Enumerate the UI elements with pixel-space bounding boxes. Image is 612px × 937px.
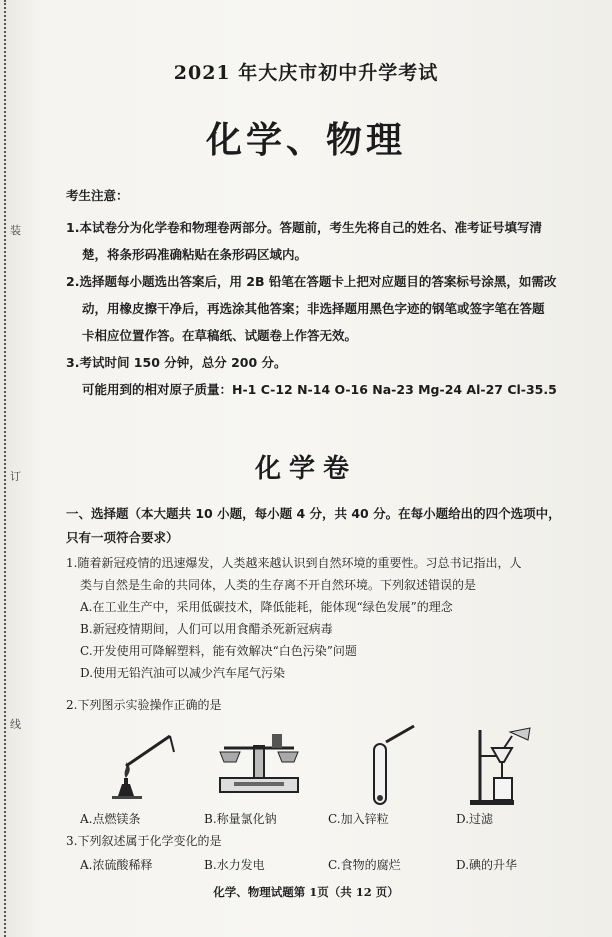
notice-item-3: 3.考试时间 150 分钟，总分 200 分。: [66, 355, 287, 370]
atomic-masses: 可能用到的相对原子质量：H-1 C-12 N-14 O-16 Na-23 Mg-24 Al-27 Cl-35.5: [82, 382, 557, 397]
figure-filtration: [466, 722, 546, 810]
q2-stem: 2.下列图示实验操作正确的是: [66, 698, 222, 712]
notice-item-1-line-1: 1.本试卷分为化学卷和物理卷两部分。答题前，考生先将自己的姓名、准考证号填写清: [66, 220, 542, 235]
notice-item-2-line-1: 2.选择题每小题选出答案后，用 2B 铅笔在答题卡上把对应题目的答案标号涂黑，如需改: [66, 274, 557, 289]
q2-option-a: A.点燃镁条: [80, 812, 141, 826]
figure-ignite-magnesium: [102, 722, 182, 810]
q2-option-b: B.称量氯化钠: [204, 812, 277, 826]
q1-stem-line-2: 类与自然是生命的共同体，人类的生存离不开自然环境。下列叙述错误的是: [80, 578, 477, 592]
margin-mark-zhuang: 装: [10, 224, 21, 237]
figure-add-zinc: [356, 722, 426, 810]
question-2: [66, 694, 598, 716]
q2-option-c: C.加入锌粒: [328, 812, 389, 826]
q1-option-d: D.使用无铅汽油可以减少汽车尾气污染: [80, 666, 286, 680]
q3-option-c: C.食物的腐烂: [328, 858, 401, 872]
q1-stem-line-1: 1.随着新冠疫情的迅速爆发，人类越来越认识到自然环境的重要性。习总书记指出，人: [66, 556, 522, 570]
page-footer: 化学、物理试题第 1页（共 12 页）: [213, 885, 399, 899]
question-1: [66, 552, 598, 684]
part-1-line-2: 只有一项符合要求）: [66, 530, 179, 545]
figure-weigh-nacl: [214, 722, 304, 810]
section-title: 化学卷: [254, 454, 357, 484]
q2-options: [66, 810, 598, 830]
part-1-line-1: 一、选择题（本大题共 10 小题，每小题 4 分，共 40 分。在每小题给出的四个选项中，: [66, 506, 561, 521]
notice-item-2-line-2: 动，用橡皮擦干净后，再选涂其他答案；非选择题用黑色字迹的钢笔或签字笔在答题: [82, 301, 545, 316]
q3-option-a: A.浓硫酸稀释: [80, 858, 153, 872]
part-1-instructions: [66, 502, 598, 550]
q2-figures: [66, 722, 598, 810]
question-3: [66, 830, 598, 852]
notice-item-1-line-2: 楚，将条形码准确粘贴在条形码区域内。: [82, 247, 308, 262]
q2-option-d: D.过滤: [456, 812, 494, 826]
q1-option-b: B.新冠疫情期间，人们可以用食醋杀死新冠病毒: [80, 622, 333, 636]
subject-title: 化学、物理: [205, 120, 406, 161]
candidate-notice: [66, 186, 594, 403]
q3-options: [66, 856, 598, 876]
exam-title: 2021 年大庆市初中升学考试: [173, 62, 439, 84]
q1-option-c: C.开发使用可降解塑料，能有效解决“白色污染”问题: [80, 644, 357, 658]
notice-heading: 考生注意：: [66, 188, 129, 203]
q3-stem: 3.下列叙述属于化学变化的是: [66, 834, 222, 848]
margin-mark-ding: 订: [10, 470, 21, 483]
q3-option-b: B.水力发电: [204, 858, 265, 872]
q3-option-d: D.碘的升华: [456, 858, 518, 872]
q1-option-a: A.在工业生产中，采用低碳技术，降低能耗，能体现“绿色发展”的理念: [80, 600, 453, 614]
notice-item-2-line-3: 卡相应位置作答。在草稿纸、试题卷上作答无效。: [82, 328, 358, 343]
margin-mark-xian: 线: [10, 718, 21, 731]
